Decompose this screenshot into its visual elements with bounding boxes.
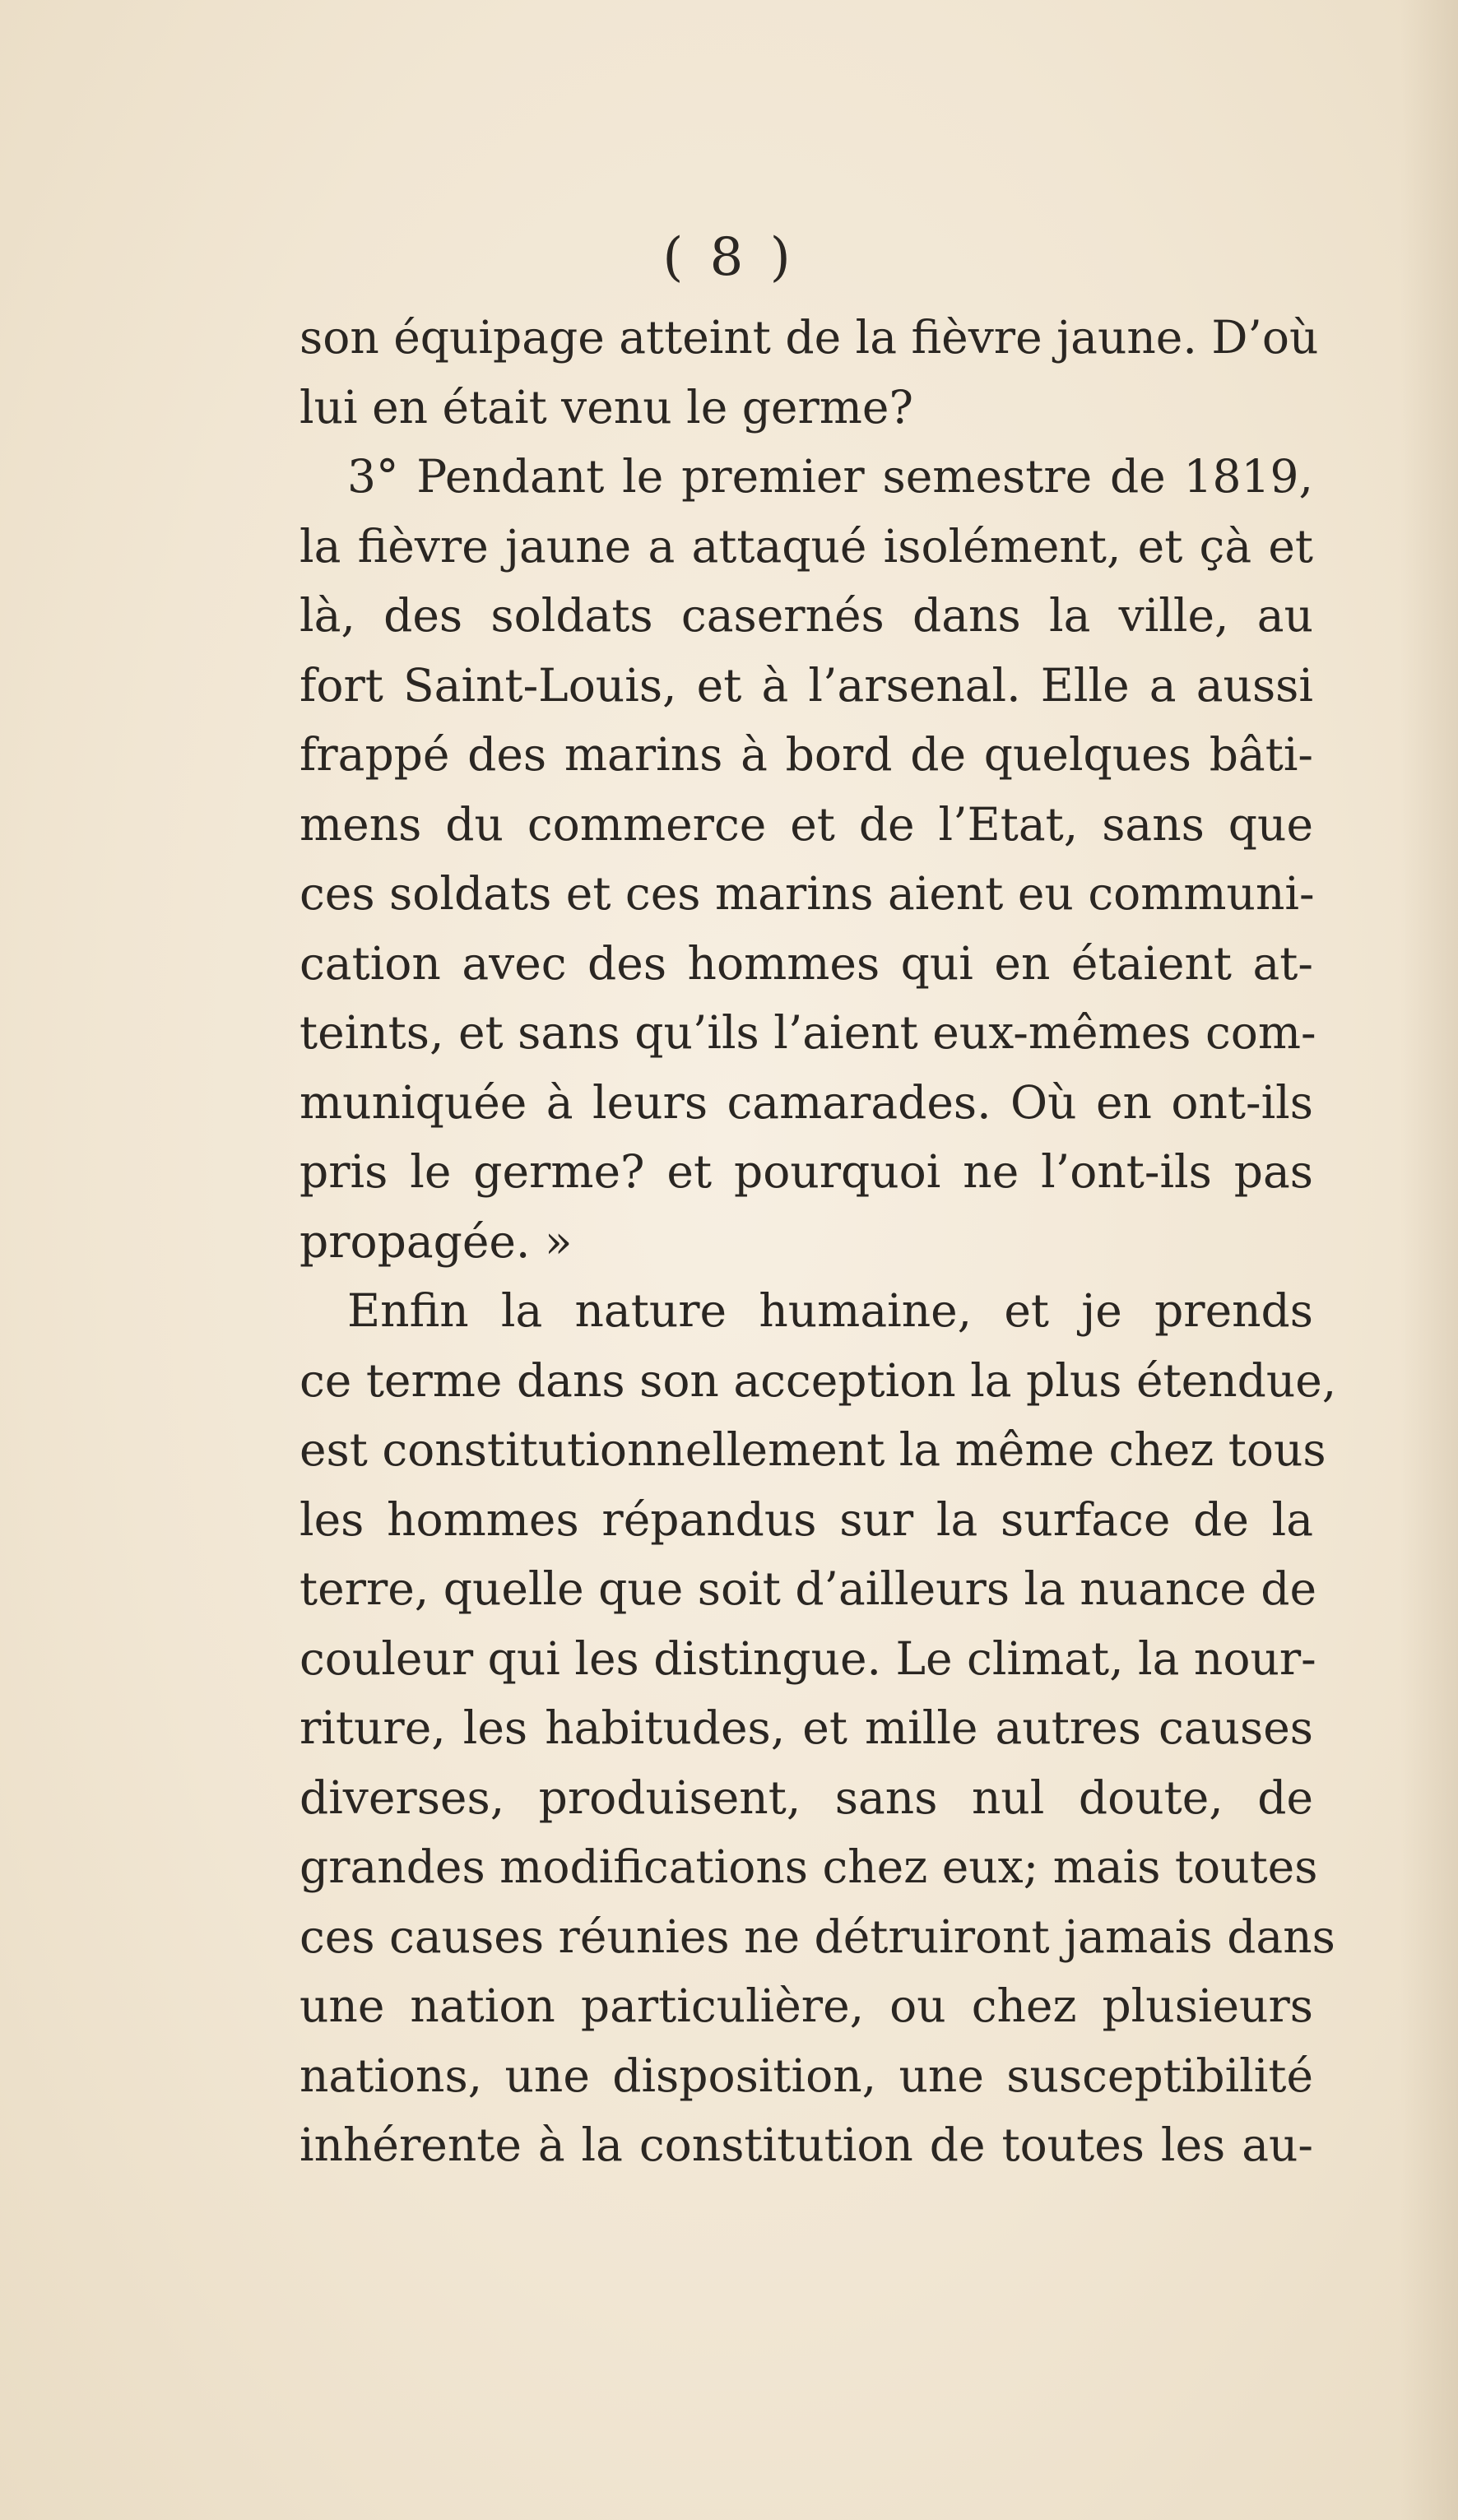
text-line: Enfin la nature humaine, et je prends (347, 1284, 1313, 1337)
text-line: une nation particulière, ou chez plusieurs (299, 1979, 1313, 2032)
text-line: cation avec des hommes qui en étaient at- (299, 936, 1313, 990)
text-line: diverses, produisent, sans nul doute, de (299, 1770, 1313, 1824)
text-line: ces causes réunies ne détruiront jamais dans (299, 1910, 1335, 1963)
text-line: mens du commerce et de l’Etat, sans que (299, 797, 1313, 851)
text-line: nations, une disposition, une susceptibilité (299, 2049, 1313, 2102)
text-line: pris le germe? et pourquoi ne l’ont-ils pas (299, 1145, 1313, 1198)
text-line: là, des soldats casernés dans la ville, au (299, 589, 1313, 642)
text-line: muniquée à leurs camarades. Où en ont-ils (299, 1075, 1313, 1129)
text-line: est constitutionnellement la même chez tous (299, 1423, 1326, 1476)
text-line: ce terme dans son acception la plus étendue, (299, 1353, 1337, 1407)
page-number: ( 8 ) (662, 227, 796, 288)
text-line: 3° Pendant le premier semestre de 1819, (347, 450, 1313, 503)
text-line: la fièvre jaune a attaqué isolément, et çà et (299, 519, 1313, 573)
text-line: terre, quelle que soit d’ailleurs la nuance de (299, 1562, 1317, 1615)
text-line: grandes modifications chez eux; mais toutes (299, 1840, 1318, 1893)
page-edge-shadow (1400, 0, 1458, 2520)
text-line: riture, les habitudes, et mille autres causes (299, 1701, 1313, 1754)
text-line: ces soldats et ces marins aient eu communi- (299, 867, 1315, 920)
text-line: fort Saint-Louis, et à l’arsenal. Elle a aussi (299, 658, 1313, 712)
text-line: inhérente à la constitution de toutes les au- (299, 2119, 1313, 2171)
text-line: son équipage atteint de la fièvre jaune. D’où (299, 311, 1319, 364)
text-line: frappé des marins à bord de quelques bâti- (299, 728, 1313, 781)
text-line: propagée. » (299, 1214, 573, 1268)
text-line: lui en était venu le germe? (299, 380, 913, 434)
text-line: les hommes répandus sur la surface de la (299, 1492, 1313, 1546)
text-line: teints, et sans qu’ils l’aient eux-mêmes com- (299, 1006, 1316, 1059)
body-text (299, 303, 1337, 2180)
text-line: couleur qui les distingue. Le climat, la nour- (299, 1631, 1316, 1685)
